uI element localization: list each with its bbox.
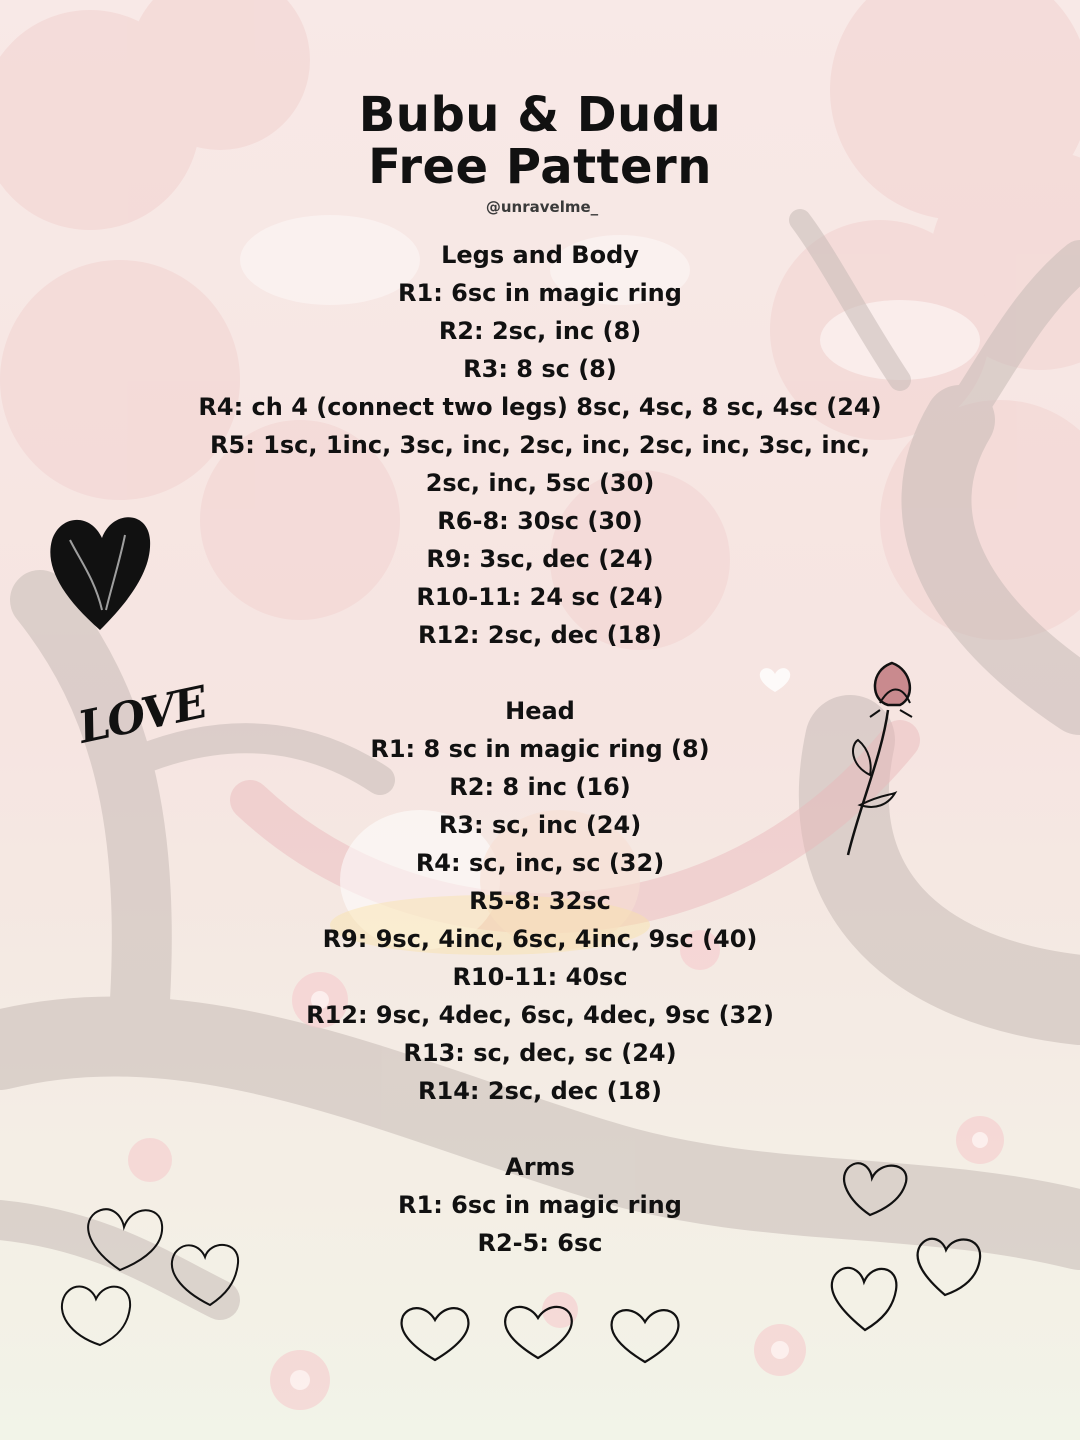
pattern-row: R10-11: 40sc xyxy=(452,963,628,991)
pattern-row: R3: sc, inc (24) xyxy=(438,811,642,839)
outline-hearts-cluster-right-icon xyxy=(820,1150,1000,1340)
pattern-row: R5: 1sc, 1inc, 3sc, inc, 2sc, inc, 2sc, inc, 3sc, inc, xyxy=(210,431,870,459)
pattern-row: R1: 6sc in magic ring xyxy=(398,279,682,307)
outline-hearts-cluster-left-icon xyxy=(50,1195,250,1355)
pattern-row: R6-8: 30sc (30) xyxy=(437,507,643,535)
section-heading: Legs and Body xyxy=(441,241,639,269)
section-heading: Arms xyxy=(505,1153,575,1181)
pattern-row: R2-5: 6sc xyxy=(477,1229,603,1257)
rose-icon xyxy=(830,655,950,865)
pattern-row: R2: 2sc, inc (8) xyxy=(438,317,642,345)
pattern-row: R12: 9sc, 4dec, 6sc, 4dec, 9sc (32) xyxy=(306,1001,774,1029)
pattern-row: 2sc, inc, 5sc (30) xyxy=(425,469,655,497)
love-text: LOVE xyxy=(74,677,211,754)
small-heart-icon xyxy=(755,665,795,695)
pattern-row: R5-8: 32sc xyxy=(469,887,611,915)
title-line-1: Bubu & Dudu xyxy=(358,87,722,143)
section-heading: Head xyxy=(505,697,575,725)
pattern-row: R9: 3sc, dec (24) xyxy=(426,545,654,573)
pattern-row: R2: 8 inc (16) xyxy=(449,773,631,801)
section-legs-and-body xyxy=(0,236,1080,654)
black-heart-icon xyxy=(40,500,160,640)
pattern-row: R9: 9sc, 4inc, 6sc, 4inc, 9sc (40) xyxy=(322,925,758,953)
pattern-row: R4: ch 4 (connect two legs) 8sc, 4sc, 8 sc, 4sc (24) xyxy=(198,393,882,421)
author-handle: @unravelme_ xyxy=(485,198,599,216)
outline-hearts-row-icon xyxy=(395,1300,695,1370)
pattern-row: R13: sc, dec, sc (24) xyxy=(403,1039,677,1067)
pattern-row: R12: 2sc, dec (18) xyxy=(418,621,662,649)
pattern-row: R4: sc, inc, sc (32) xyxy=(415,849,665,877)
pattern-row: R3: 8 sc (8) xyxy=(463,355,617,383)
pattern-row: R1: 8 sc in magic ring (8) xyxy=(370,735,710,763)
pattern-row: R14: 2sc, dec (18) xyxy=(418,1077,662,1105)
pattern-row: R1: 6sc in magic ring xyxy=(398,1191,682,1219)
title-line-2: Free Pattern xyxy=(368,139,712,195)
pattern-row: R10-11: 24 sc (24) xyxy=(416,583,664,611)
